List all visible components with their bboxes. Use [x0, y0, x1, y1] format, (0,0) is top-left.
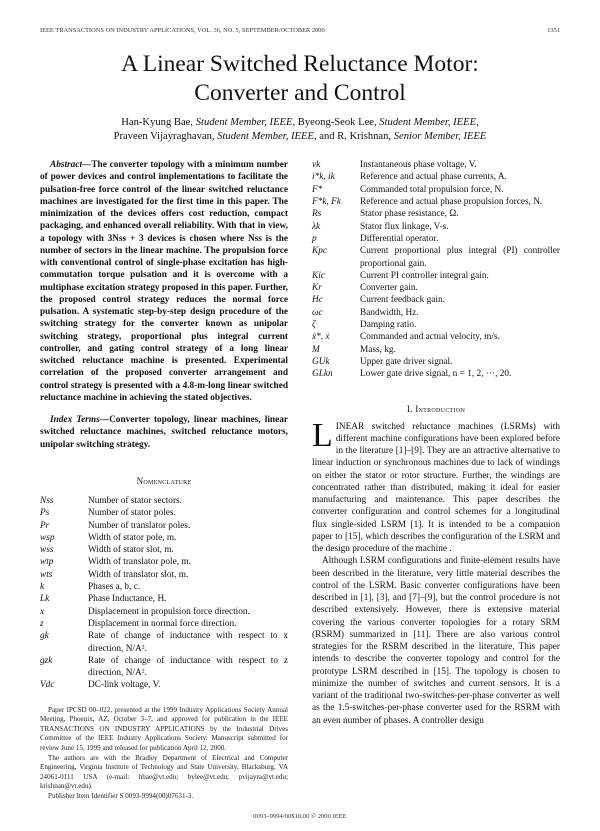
nomenclature-description: Stator phase resistance, Ω. — [360, 209, 459, 220]
nomenclature-symbol: ζ — [312, 320, 316, 331]
copyright-line: 0093–9994/00$10.00 © 2000 IEEE — [253, 812, 347, 820]
nomenclature-entry — [312, 270, 560, 282]
nomenclature-description: Current PI controller integral gain. — [360, 270, 489, 281]
nomenclature-entry — [312, 344, 560, 356]
nomenclature-description: Width of translator pole, m. — [88, 557, 191, 568]
nomenclature-entry — [312, 184, 560, 196]
nomenclature-description: Number of stator poles. — [88, 508, 176, 519]
author-role: Senior Member, IEEE — [393, 130, 487, 142]
index-terms — [40, 414, 288, 451]
nomenclature-symbol: Kr — [312, 283, 322, 294]
nomenclature-symbol: gk — [40, 631, 49, 642]
nomenclature-symbol: k — [40, 582, 45, 593]
nomenclature-symbol: GLkn — [312, 369, 333, 380]
nomenclature-entry — [40, 630, 288, 655]
title-line-2: Converter and Control — [194, 80, 406, 106]
nomenclature-description: Displacement in propulsion force direction. — [88, 606, 250, 617]
nomenclature-symbol: vk — [312, 160, 321, 171]
index-terms-text: Converter topology, linear machines, linear switched reluctance machines, switched reluctance motors, unipolar switching strategy. — [40, 415, 288, 450]
introduction-body — [312, 416, 560, 727]
nomenclature-symbol: wtp — [40, 557, 54, 568]
nomenclature-description: Displacement in normal force direction. — [88, 618, 237, 629]
left-column — [40, 159, 288, 801]
nomenclature-symbol: x — [40, 606, 45, 617]
running-header-row — [40, 26, 560, 35]
nomenclature-description: Damping ratio. — [360, 320, 417, 331]
nomenclature-description: Lower gate drive signal, n = 1, 2, ···, 20. — [360, 369, 512, 380]
abstract-text: The converter topology with a minimum number of power devices and control implementations to facilitate the pulsation-free force control of the linear switched reluctance machines are investigated for the first time in this paper. The minimization of the devices offers cost reduction, compact packaging, and enhanced overall reliability. With that in view, a topology with 3Nss + 3 devices is chosen where Nss is the number of sectors in the linear machine. The propulsion force with conventional control of single-phase excitation has high-commutation torque pulsation and it is overcome with a multiphase excitation strategy proposed in this paper. Further, the proposed control strategy reduces the normal force pulsation. A systematic step-by-step design procedure of the switching strategy for the converter known as unipolar switching strategy, proportional plus integral current controller, and gating control strategy of a long linear switched reluctance machine is presented. Experimental correlation of the proposed converter arrangement and control strategy is presented with a 4.8-m-long linear switched reluctance machine in achieving the stated objectives. — [40, 160, 288, 403]
nomenclature-description: Upper gate driver signal. — [360, 356, 453, 367]
nomenclature-symbol: GUk — [312, 356, 330, 367]
nomenclature-entry — [312, 319, 560, 331]
intro-paragraph: INEAR switched reluctance machines (LSRMs) with different machine configurations have been explored before in the literature [1]–[9]. They are an attractive alternative to linear induction or synchronous machines due to lack of windings on either the stator or rotor structure. Further, the windings are concentrated rather than distributed, making it ideal for easier manufacturing and maintenance. This paper describes the converter configuration and control schemes for a longitudinal flux single-sided LSRM [1]. It is intended to be a companion paper to [15], which describes the configuration of the LSRM and the design procedure of the machine . — [312, 421, 560, 555]
nomenclature-entry — [40, 507, 288, 519]
author: and R. Krishnan, — [319, 130, 392, 142]
footnote-affiliation: The authors are with the Bradley Department of Electrical and Computer Engineering, Virginia Institute of Technology and State University, Blacksburg, VA 24061-0111 USA (e-mail: hbae@vt.edu; bylee@vt.edu; pvijayra@vt.edu; krishnan@vt.edu). — [40, 753, 288, 791]
footnote-identifier: Publisher Item Identifier S 0093-9994(00)07631-3. — [48, 792, 194, 801]
nomenclature-symbol: ωc — [312, 307, 323, 318]
nomenclature-description: Stator flux linkage, V-s. — [360, 221, 449, 232]
nomenclature-symbol: ẋ*, ẋ — [312, 332, 330, 343]
nomenclature-description: Rate of change of inductance with respect to z direction, N/A². — [88, 655, 288, 679]
nomenclature-description: Mass, kg. — [360, 344, 396, 355]
nomenclature-symbol: F*k, Fk — [312, 197, 341, 208]
nomenclature-symbol: i*k, ik — [312, 172, 335, 183]
nomenclature-entry — [40, 569, 288, 581]
nomenclature-entry — [40, 679, 288, 691]
author-role: Student Member, IEEE, — [217, 130, 317, 142]
nomenclature-list-left — [40, 495, 288, 692]
nomenclature-entry — [40, 593, 288, 605]
nomenclature-description: Phase Inductance, H. — [88, 594, 167, 605]
footnote — [40, 692, 288, 802]
nomenclature-description: DC-link voltage, V. — [88, 680, 161, 691]
nomenclature-entry — [312, 282, 560, 294]
nomenclature-symbol: wss — [40, 545, 54, 556]
author: Han-Kyung Bae, — [121, 117, 194, 128]
nomenclature-symbol: M — [312, 344, 320, 355]
nomenclature-entry — [40, 532, 288, 544]
nomenclature-description: Reference and actual phase propulsion forces, N. — [360, 197, 543, 208]
nomenclature-entry — [312, 208, 560, 220]
abstract-label: Abstract— — [50, 160, 92, 171]
nomenclature-entry — [312, 356, 560, 368]
nomenclature-entry — [40, 556, 288, 568]
nomenclature-symbol: Ps — [40, 508, 50, 519]
nomenclature-entry — [40, 581, 288, 593]
two-column-body — [40, 159, 560, 801]
nomenclature-entry — [312, 245, 560, 270]
nomenclature-symbol: gzk — [40, 655, 53, 666]
author: Praveen Vijayraghavan, — [113, 130, 215, 142]
nomenclature-description: Instantaneous phase voltage, V. — [360, 160, 477, 171]
nomenclature-entry — [40, 655, 288, 680]
nomenclature-description: Reference and actual phase currents, A. — [360, 172, 507, 183]
index-terms-label: Index Terms— — [50, 415, 110, 426]
nomenclature-entry — [40, 544, 288, 556]
nomenclature-description: Phases a, b, c. — [88, 582, 141, 593]
nomenclature-description: Current proportional plus integral (PI) controller proportional gain. — [360, 246, 560, 269]
nomenclature-symbol: Nss — [40, 495, 54, 506]
nomenclature-description: Commanded and actual velocity, m/s. — [360, 332, 500, 343]
nomenclature-symbol: F* — [312, 184, 323, 195]
nomenclature-entry — [40, 520, 288, 532]
nomenclature-description: Rate of change of inductance with respect to x direction, N/A². — [88, 631, 288, 654]
nomenclature-symbol: wts — [40, 569, 53, 580]
nomenclature-description: Width of stator pole, m. — [88, 532, 177, 543]
author: Byeong-Seok Lee, — [297, 117, 377, 128]
nomenclature-entry — [312, 331, 560, 343]
running-header: IEEE TRANSACTIONS ON INDUSTRY APPLICATIONS, VOL. 36, NO. 5, SEPTEMBER/OCTOBER 2000 — [40, 27, 325, 34]
author-role: Student Member, IEEE, — [195, 117, 296, 128]
nomenclature-description: Current feedback gain. — [360, 295, 445, 306]
nomenclature-symbol: Pr — [40, 520, 50, 531]
nomenclature-symbol: Kic — [312, 270, 325, 281]
right-column — [312, 159, 560, 801]
nomenclature-entry — [312, 159, 560, 171]
page-number: 1351 — [547, 27, 560, 34]
nomenclature-symbol: λk — [312, 221, 321, 232]
nomenclature-description: Width of translator slot, m. — [88, 569, 189, 580]
nomenclature-entry — [312, 196, 560, 208]
nomenclature-description: Number of stator sectors. — [88, 495, 182, 506]
paper-title — [40, 50, 560, 108]
nomenclature-symbol: Rs — [312, 209, 322, 220]
nomenclature-description: Commanded total propulsion force, N. — [360, 184, 504, 195]
nomenclature-entry — [312, 233, 560, 245]
nomenclature-entry — [312, 294, 560, 306]
nomenclature-entry — [40, 495, 288, 507]
nomenclature-entry — [40, 606, 288, 618]
nomenclature-symbol: Lk — [40, 594, 50, 605]
title-line-1: A Linear Switched Reluctance Motor: — [121, 51, 479, 77]
nomenclature-symbol: Hc — [312, 295, 323, 306]
abstract — [40, 159, 288, 404]
nomenclature-symbol: Kpc — [312, 246, 327, 257]
nomenclature-heading: Nomenclature — [136, 475, 192, 486]
nomenclature-symbol: p — [312, 233, 317, 244]
nomenclature-description: Converter gain. — [360, 283, 418, 294]
nomenclature-list-right — [312, 159, 560, 380]
nomenclature-symbol: Vdc — [40, 680, 55, 691]
author-role: Student Member, IEEE, — [379, 117, 479, 128]
nomenclature-entry — [312, 171, 560, 183]
nomenclature-description: Number of translator poles. — [88, 520, 191, 531]
intro-paragraph: Although LSRM configurations and finite-element results have been described in the literature, very little material describes the control of the LSRM. Basic converter configurations have been described in [1], [3], and [7]–[9], but the control procedure is not described extensively. However, there is extensive material covering the various converter topologies for a rotary SRM (RSRM) summarized in [11]. There are also various control strategies for the RSRM described in the literature. This paper intends to describe the converter topology and control for the prototype LSRM described in [15]. The topology is chosen to minimize the number of switches and current sensors. It is a variant of the traditional two-switches-per-phase converter as well as the 1.5-switches-per-phase converter used for the RSRM with an even number of phases. A controller design — [312, 556, 560, 726]
nomenclature-description: Bandwidth, Hz. — [360, 307, 419, 318]
author-list — [40, 116, 560, 143]
nomenclature-entry — [40, 618, 288, 630]
nomenclature-entry — [312, 221, 560, 233]
nomenclature-symbol: wsp — [40, 532, 55, 543]
footnote-paper-info: Paper IPCSD 00–022, presented at the 1999 Industry Applications Society Annual Meeting, Phoenix, AZ, October 3–7, and approved for publication in the IEEE TRANSACTIONS ON INDUSTRY APPLICATIONS by the Industrial Drives Committee of the IEEE Industry Applications Society. Manuscript submitted for review June 15, 1999 and released for publication April 12, 2000. — [40, 705, 288, 753]
nomenclature-description: Differential operator. — [360, 233, 439, 244]
nomenclature-entry — [312, 307, 560, 319]
nomenclature-description: Width of stator slot, m. — [88, 545, 174, 556]
nomenclature-entry — [312, 368, 560, 380]
nomenclature-symbol: z — [40, 618, 44, 629]
introduction-heading: I. Introduction — [406, 403, 466, 414]
drop-cap: L — [312, 416, 333, 454]
